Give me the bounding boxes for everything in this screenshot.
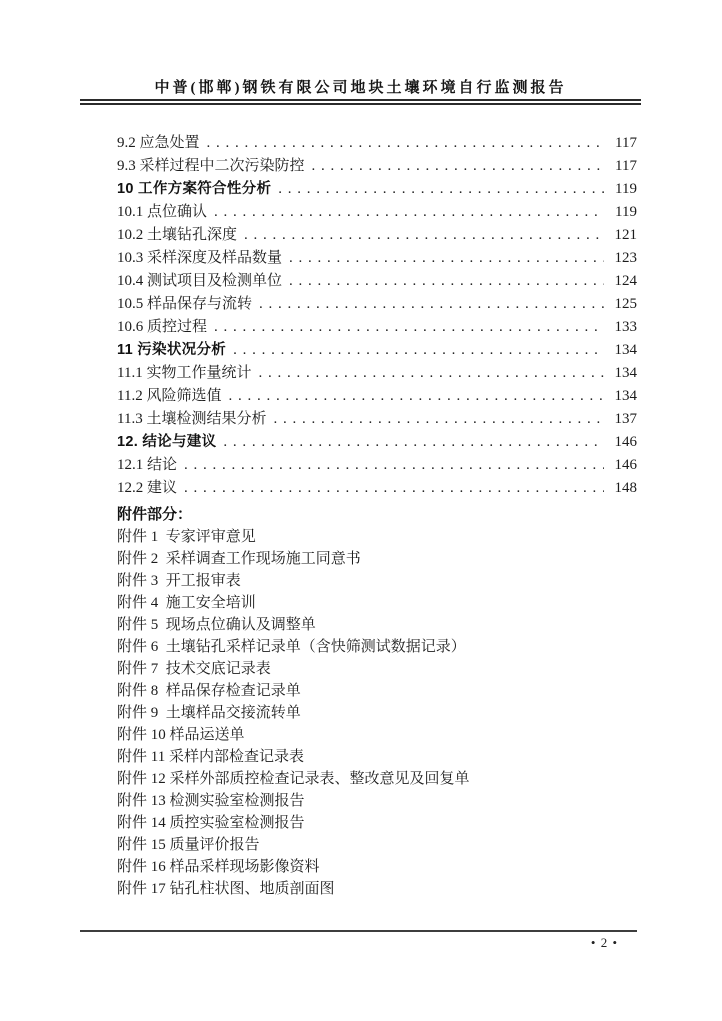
attachment-item: 附件 1 专家评审意见 bbox=[117, 529, 256, 545]
attachment-item: 附件 5 现场点位确认及调整单 bbox=[117, 617, 316, 633]
dot-leader bbox=[259, 293, 604, 316]
dot-leader bbox=[184, 454, 604, 477]
toc-entry-page: 146 bbox=[614, 457, 637, 473]
toc-entry-page: 133 bbox=[614, 319, 637, 335]
dot-leader bbox=[233, 339, 604, 362]
attachments-section bbox=[117, 504, 637, 900]
toc-entry-page: 134 bbox=[614, 342, 637, 358]
toc-entry bbox=[117, 132, 637, 155]
dot-leader bbox=[214, 201, 604, 224]
toc-entry bbox=[117, 201, 637, 224]
attachment-item: 附件 6 土壤钻孔采样记录单（含快筛测试数据记录） bbox=[117, 639, 466, 655]
attachment-item: 附件 7 技术交底记录表 bbox=[117, 661, 271, 677]
toc-entry bbox=[117, 362, 637, 385]
toc-entry-label: 10.6 质控过程 bbox=[117, 319, 208, 335]
attachments-heading: 附件部分： bbox=[117, 506, 193, 523]
toc-entry bbox=[117, 316, 637, 339]
toc-entry-label: 9.3 采样过程中二次污染防控 bbox=[117, 158, 305, 174]
toc-entry bbox=[117, 408, 637, 431]
toc-entry-page: 117 bbox=[615, 135, 637, 151]
attachment-item: 附件 2 采样调查工作现场施工同意书 bbox=[117, 551, 361, 567]
toc-entry-page: 148 bbox=[614, 480, 637, 496]
toc-entry-label: 10.2 土壤钻孔深度 bbox=[117, 227, 238, 243]
toc-entry bbox=[117, 155, 637, 178]
attachment-item: 附件 8 样品保存检查记录单 bbox=[117, 683, 301, 699]
attachment-item: 附件 3 开工报审表 bbox=[117, 573, 241, 589]
attachment-item: 附件 16 样品采样现场影像资料 bbox=[117, 859, 320, 875]
footer-page-number: • 2 • bbox=[590, 935, 618, 950]
attachment-item: 附件 9 土壤样品交接流转单 bbox=[117, 705, 301, 721]
table-of-contents bbox=[117, 132, 637, 500]
toc-entry-page: 119 bbox=[615, 204, 637, 220]
toc-entry-label: 10.3 采样深度及样品数量 bbox=[117, 250, 283, 266]
toc-entry-page: 137 bbox=[614, 411, 637, 427]
toc-entry-page: 134 bbox=[614, 365, 637, 381]
toc-entry bbox=[117, 477, 637, 500]
attachment-item: 附件 4 施工安全培训 bbox=[117, 595, 256, 611]
dot-leader bbox=[184, 477, 604, 500]
toc-entry-label: 11.3 土壤检测结果分析 bbox=[117, 411, 267, 427]
toc-entry-page: 123 bbox=[614, 250, 637, 266]
toc-entry-page: 146 bbox=[614, 434, 637, 450]
footer-rule bbox=[80, 930, 637, 932]
dot-leader bbox=[207, 132, 604, 155]
toc-entry-label: 10 工作方案符合性分析 bbox=[117, 181, 272, 197]
dot-leader bbox=[312, 155, 604, 178]
toc-entry bbox=[117, 247, 637, 270]
dot-leader bbox=[289, 270, 604, 293]
attachment-item: 附件 11 采样内部检查记录表 bbox=[117, 749, 304, 765]
toc-entry-label: 12.2 建议 bbox=[117, 480, 178, 496]
toc-entry-label: 11.2 风险筛选值 bbox=[117, 388, 222, 404]
header-double-rule bbox=[80, 99, 641, 105]
toc-entry bbox=[117, 270, 637, 293]
dot-leader bbox=[228, 385, 604, 408]
dot-leader bbox=[244, 224, 604, 247]
document-header-title: 中普(邯郸)钢铁有限公司地块土壤环境自行监测报告 bbox=[154, 80, 567, 96]
toc-entry bbox=[117, 293, 637, 316]
dot-leader bbox=[223, 431, 604, 454]
dot-leader bbox=[289, 247, 604, 270]
attachment-item: 附件 13 检测实验室检测报告 bbox=[117, 793, 305, 809]
toc-entry bbox=[117, 454, 637, 477]
attachment-item: 附件 17 钻孔柱状图、地质剖面图 bbox=[117, 881, 335, 897]
toc-entry bbox=[117, 224, 637, 247]
dot-leader bbox=[273, 408, 604, 431]
toc-entry-page: 134 bbox=[614, 388, 637, 404]
dot-leader bbox=[258, 362, 604, 385]
attachment-item: 附件 15 质量评价报告 bbox=[117, 837, 260, 853]
attachment-item: 附件 10 样品运送单 bbox=[117, 727, 245, 743]
toc-entry-chapter bbox=[117, 339, 637, 362]
toc-entry-label: 10.4 测试项目及检测单位 bbox=[117, 273, 283, 289]
dot-leader bbox=[278, 178, 604, 201]
toc-entry-page: 125 bbox=[614, 296, 637, 312]
toc-entry-label: 12.1 结论 bbox=[117, 457, 178, 473]
toc-entry-chapter bbox=[117, 431, 637, 454]
toc-entry-label: 9.2 应急处置 bbox=[117, 135, 200, 151]
toc-entry-label: 12. 结论与建议 bbox=[117, 434, 217, 450]
dot-leader bbox=[214, 316, 604, 339]
toc-entry-label: 11 污染状况分析 bbox=[117, 342, 227, 358]
toc-entry-page: 121 bbox=[614, 227, 637, 243]
toc-entry-label: 10.5 样品保存与流转 bbox=[117, 296, 253, 312]
toc-entry bbox=[117, 385, 637, 408]
toc-entry-page: 117 bbox=[615, 158, 637, 174]
attachment-item: 附件 12 采样外部质控检查记录表、整改意见及回复单 bbox=[117, 771, 470, 787]
toc-entry-page: 124 bbox=[614, 273, 637, 289]
toc-entry-label: 10.1 点位确认 bbox=[117, 204, 208, 220]
toc-entry-label: 11.1 实物工作量统计 bbox=[117, 365, 252, 381]
toc-entry-chapter bbox=[117, 178, 637, 201]
attachment-item: 附件 14 质控实验室检测报告 bbox=[117, 815, 305, 831]
toc-entry-page: 119 bbox=[615, 181, 637, 197]
